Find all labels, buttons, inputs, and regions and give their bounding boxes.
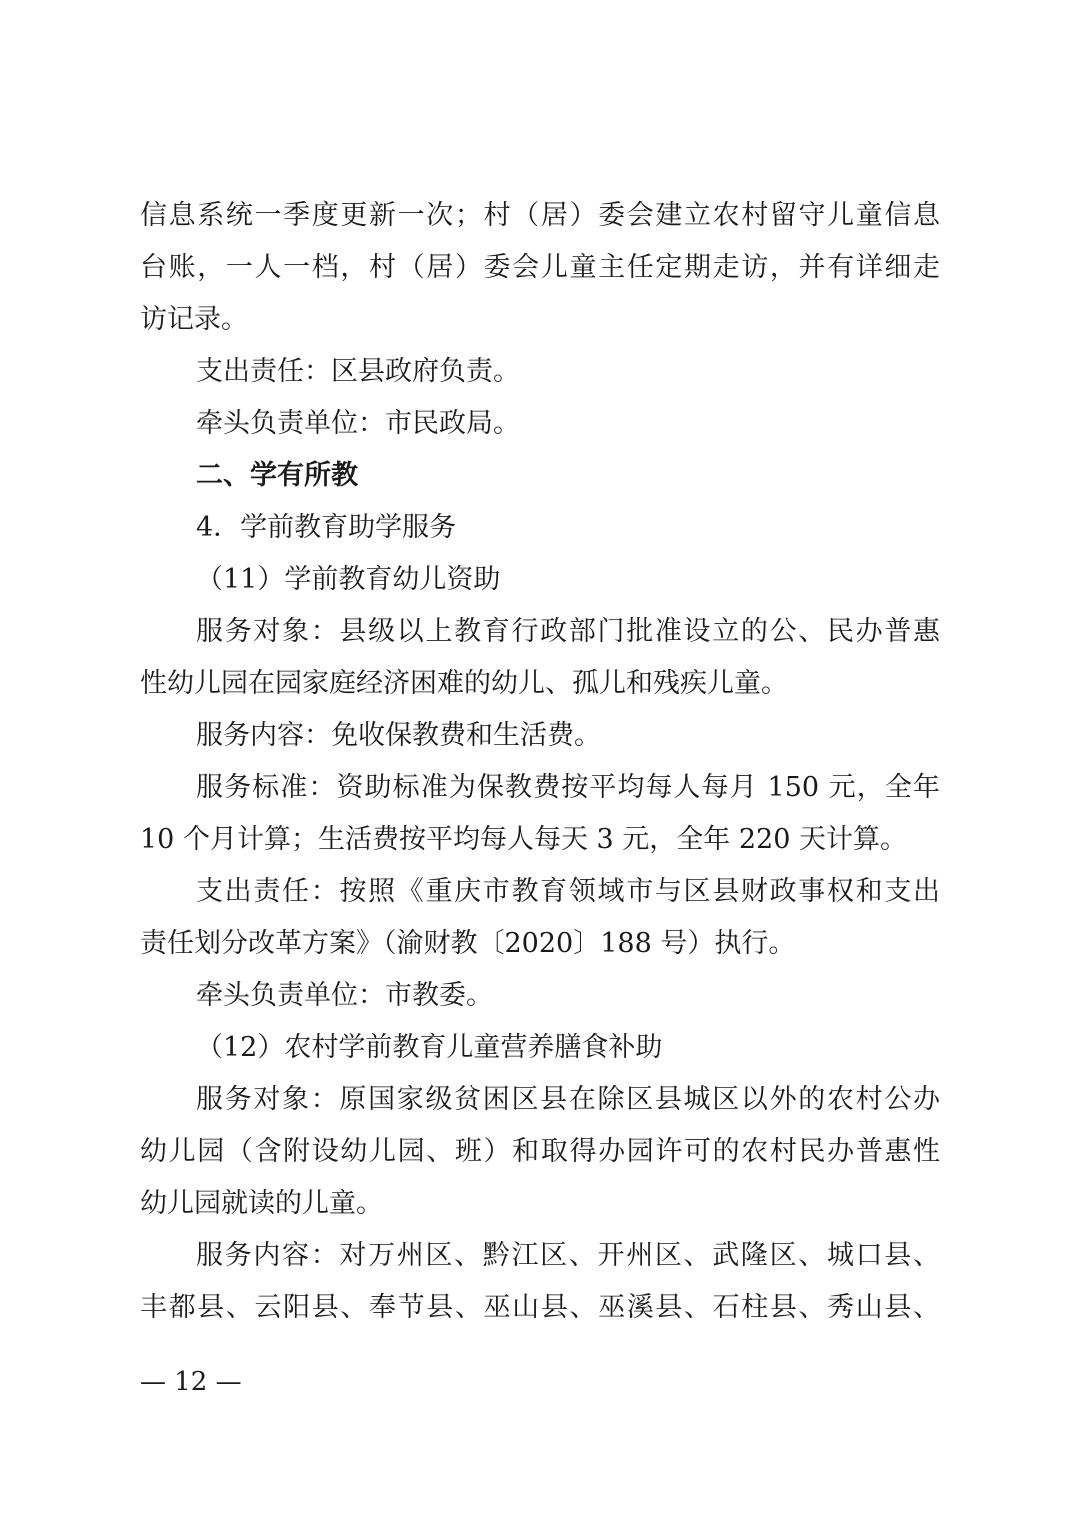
paragraph-line: 服务标准：资助标准为保教费按平均每人每月 150 元，全年 — [196, 772, 940, 803]
paragraph-line: 性幼儿园在园家庭经济困难的幼儿、孤儿和残疾儿童。 — [140, 668, 788, 699]
paragraph-line: 支出责任：区县政府负责。 — [196, 356, 520, 387]
paragraph-line: 责任划分改革方案》（渝财教〔2020〕188 号）执行。 — [140, 928, 796, 959]
paragraph-line: 服务对象：县级以上教育行政部门批准设立的公、民办普惠 — [196, 616, 940, 647]
paragraph-line: 信息系统一季度更新一次；村（居）委会建立农村留守儿童信息 — [140, 200, 940, 231]
body-text — [140, 190, 940, 1334]
section-heading: 二、学有所教 — [196, 460, 358, 491]
page-number: — 12 — — [140, 1367, 242, 1397]
paragraph-line: 10 个月计算；生活费按平均每人每天 3 元，全年 220 天计算。 — [140, 824, 907, 855]
paragraph-line: 访记录。 — [140, 304, 248, 335]
paragraph-line: 支出责任：按照《重庆市教育领域市与区县财政事权和支出 — [196, 876, 940, 907]
item-title: （12）农村学前教育儿童营养膳食补助 — [196, 1032, 663, 1063]
paragraph-line: 幼儿园就读的儿童。 — [140, 1188, 383, 1219]
paragraph-line: 服务对象：原国家级贫困区县在除区县城区以外的农村公办 — [196, 1084, 940, 1115]
paragraph-line: 服务内容：对万州区、黔江区、开州区、武隆区、城口县、 — [196, 1240, 940, 1271]
paragraph-line: 丰都县、云阳县、奉节县、巫山县、巫溪县、石柱县、秀山县、 — [140, 1292, 940, 1323]
paragraph-line: 服务内容：免收保教费和生活费。 — [196, 720, 601, 751]
paragraph-line: 牵头负责单位：市民政局。 — [196, 408, 520, 439]
item-title: （11）学前教育幼儿资助 — [196, 564, 501, 595]
paragraph-line: 台账，一人一档，村（居）委会儿童主任定期走访，并有详细走 — [140, 252, 940, 283]
paragraph-line: 幼儿园（含附设幼儿园、班）和取得办园许可的农村民办普惠性 — [140, 1136, 940, 1167]
subsection-title: 4．学前教育助学服务 — [196, 512, 457, 543]
paragraph-line: 牵头负责单位：市教委。 — [196, 980, 493, 1011]
